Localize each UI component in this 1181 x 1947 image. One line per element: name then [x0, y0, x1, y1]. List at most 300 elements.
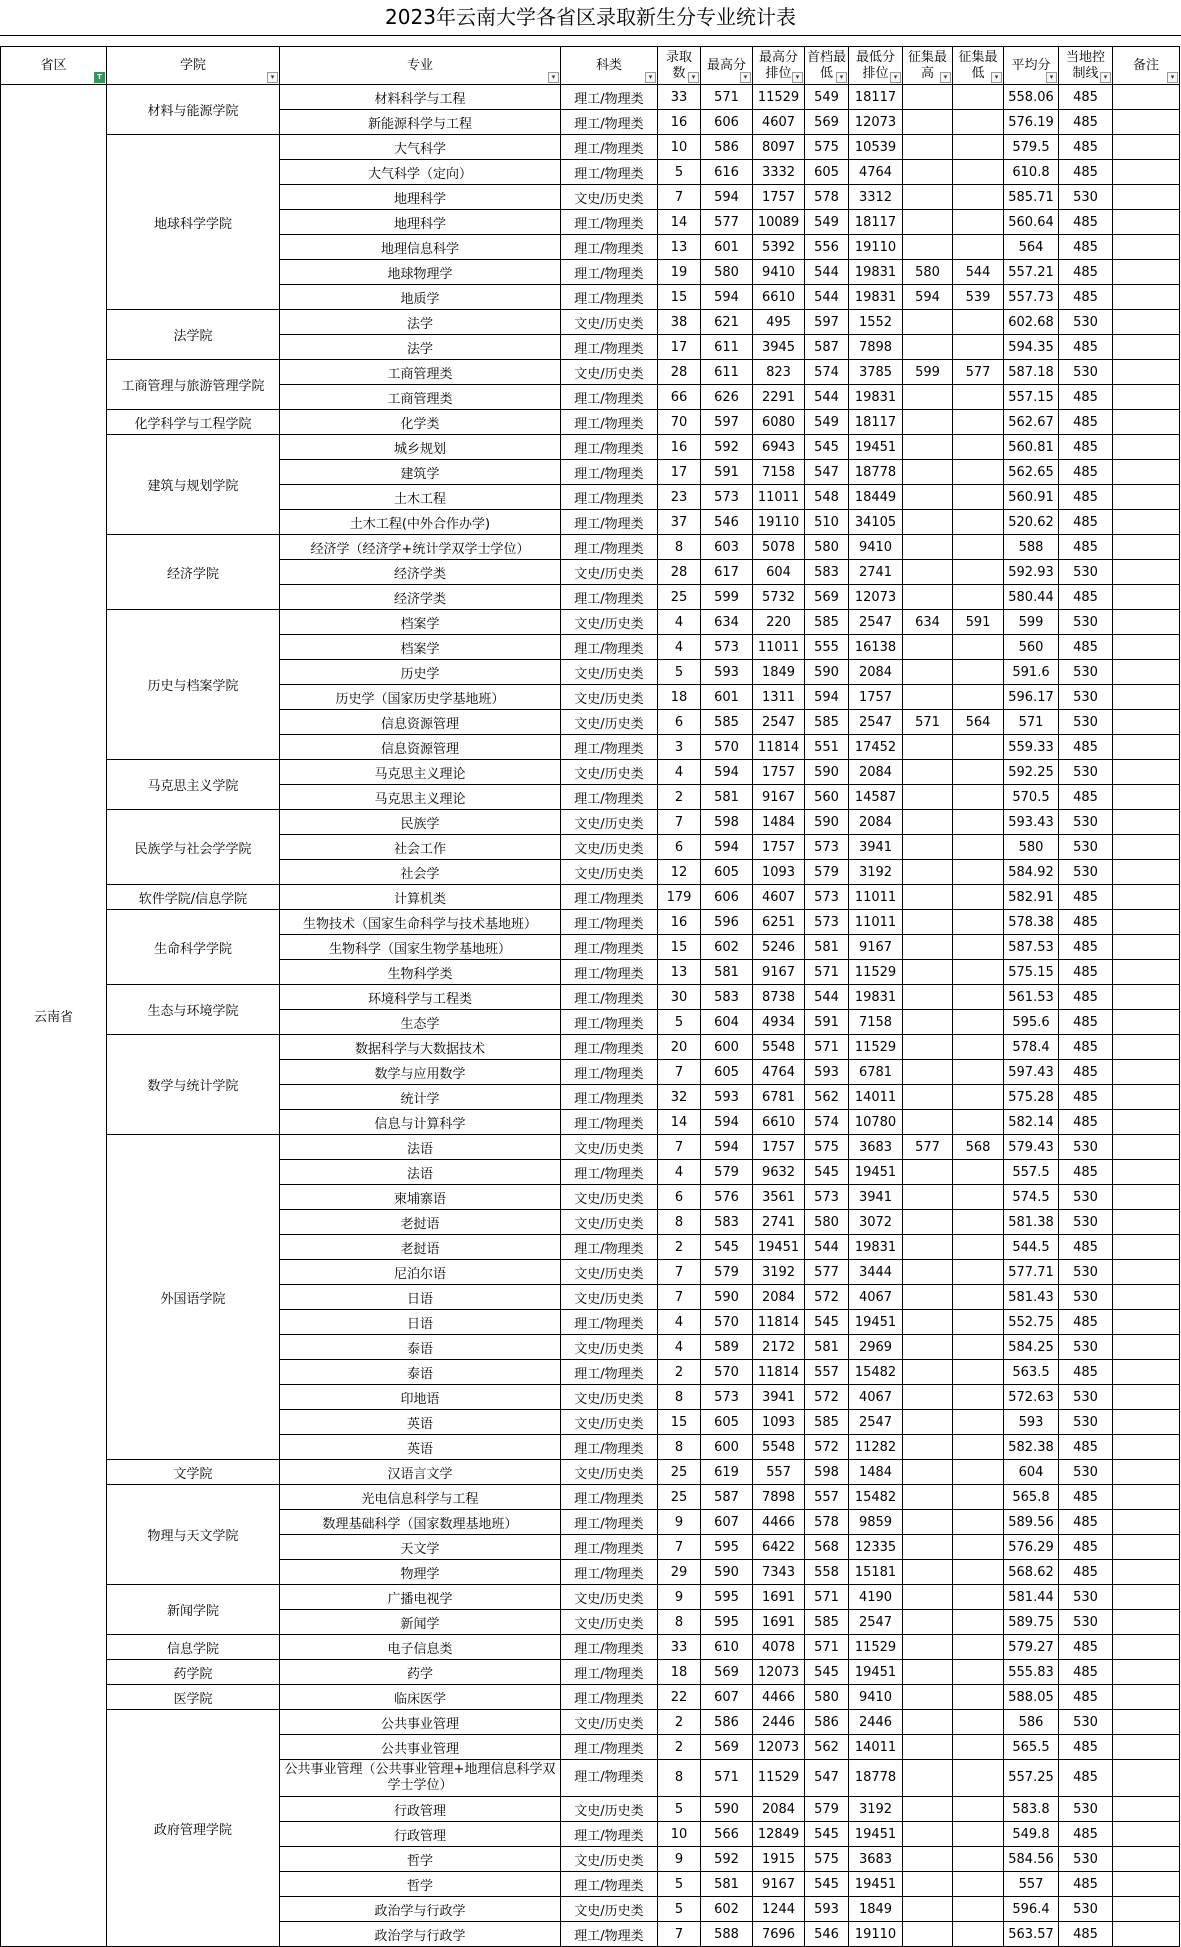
cell-note[interactable]	[1113, 1685, 1180, 1710]
cell-max-rank[interactable]: 1311	[753, 685, 805, 710]
cell-max-rank[interactable]: 5392	[753, 235, 805, 260]
cell-max-rank[interactable]: 4607	[753, 885, 805, 910]
cell-note[interactable]	[1113, 1110, 1180, 1135]
cell-note[interactable]	[1113, 135, 1180, 160]
cell-control[interactable]: 530	[1059, 1460, 1113, 1485]
cell-max-score[interactable]: 587	[701, 1485, 753, 1510]
cell-control[interactable]: 530	[1059, 610, 1113, 635]
cell-college[interactable]: 化学科学与工程学院	[107, 410, 280, 435]
cell-avg[interactable]: 586	[1004, 1710, 1059, 1735]
cell-min-rank[interactable]: 2547	[849, 710, 903, 735]
cell-max-rank[interactable]: 1484	[753, 810, 805, 835]
cell-max-score[interactable]: 546	[701, 510, 753, 535]
cell-first-min[interactable]: 544	[805, 385, 849, 410]
cell-note[interactable]	[1113, 1735, 1180, 1760]
cell-control[interactable]: 485	[1059, 1360, 1113, 1385]
cell-supp-min[interactable]	[953, 1485, 1004, 1510]
cell-category[interactable]: 文史/历史类	[561, 810, 658, 835]
cell-max-score[interactable]: 580	[701, 260, 753, 285]
cell-supp-min[interactable]	[953, 1010, 1004, 1035]
cell-control[interactable]: 530	[1059, 1610, 1113, 1635]
cell-admitted[interactable]: 14	[658, 1110, 701, 1135]
cell-max-score[interactable]: 595	[701, 1535, 753, 1560]
cell-major[interactable]: 化学类	[280, 410, 561, 435]
cell-first-min[interactable]: 605	[805, 160, 849, 185]
cell-first-min[interactable]: 549	[805, 410, 849, 435]
cell-supp-max[interactable]	[903, 1185, 953, 1210]
cell-min-rank[interactable]: 3941	[849, 835, 903, 860]
cell-supp-max[interactable]	[903, 210, 953, 235]
cell-min-rank[interactable]: 4067	[849, 1285, 903, 1310]
cell-supp-max[interactable]	[903, 1210, 953, 1235]
col-header-note[interactable]: 备注 ▾	[1113, 47, 1180, 85]
cell-note[interactable]	[1113, 485, 1180, 510]
cell-category[interactable]: 理工/物理类	[561, 435, 658, 460]
cell-max-rank[interactable]: 4466	[753, 1685, 805, 1710]
cell-max-rank[interactable]: 2741	[753, 1210, 805, 1235]
cell-control[interactable]: 485	[1059, 1685, 1113, 1710]
cell-college[interactable]: 数学与统计学院	[107, 1035, 280, 1135]
cell-min-rank[interactable]: 2547	[849, 1610, 903, 1635]
cell-first-min[interactable]: 580	[805, 1685, 849, 1710]
cell-max-score[interactable]: 610	[701, 1635, 753, 1660]
cell-first-min[interactable]: 573	[805, 910, 849, 935]
cell-max-score[interactable]: 592	[701, 435, 753, 460]
cell-note[interactable]	[1113, 960, 1180, 985]
cell-max-rank[interactable]: 6610	[753, 1110, 805, 1135]
cell-max-rank[interactable]: 5078	[753, 535, 805, 560]
cell-college[interactable]: 医学院	[107, 1685, 280, 1710]
cell-major[interactable]: 日语	[280, 1310, 561, 1335]
cell-supp-min[interactable]	[953, 1160, 1004, 1185]
cell-control[interactable]: 485	[1059, 585, 1113, 610]
cell-admitted[interactable]: 6	[658, 710, 701, 735]
cell-max-score[interactable]: 594	[701, 760, 753, 785]
cell-control[interactable]: 485	[1059, 285, 1113, 310]
cell-admitted[interactable]: 8	[658, 1210, 701, 1235]
cell-avg[interactable]: 572.63	[1004, 1385, 1059, 1410]
cell-min-rank[interactable]: 15181	[849, 1560, 903, 1585]
cell-max-rank[interactable]: 2172	[753, 1335, 805, 1360]
cell-max-rank[interactable]: 9167	[753, 785, 805, 810]
cell-avg[interactable]: 560.91	[1004, 485, 1059, 510]
cell-supp-min[interactable]	[953, 860, 1004, 885]
cell-avg[interactable]: 594.35	[1004, 335, 1059, 360]
cell-college[interactable]: 生态与环境学院	[107, 985, 280, 1035]
cell-note[interactable]	[1113, 1260, 1180, 1285]
cell-note[interactable]	[1113, 85, 1180, 110]
cell-control[interactable]: 485	[1059, 260, 1113, 285]
cell-note[interactable]	[1113, 1872, 1180, 1897]
cell-category[interactable]: 文史/历史类	[561, 1410, 658, 1435]
cell-note[interactable]	[1113, 635, 1180, 660]
cell-avg[interactable]: 558.06	[1004, 85, 1059, 110]
cell-note[interactable]	[1113, 1760, 1180, 1797]
cell-major[interactable]: 地理科学	[280, 210, 561, 235]
cell-supp-max[interactable]	[903, 335, 953, 360]
cell-max-rank[interactable]: 557	[753, 1460, 805, 1485]
cell-major[interactable]: 新闻学	[280, 1610, 561, 1635]
cell-max-rank[interactable]: 4934	[753, 1010, 805, 1035]
cell-supp-max[interactable]: 571	[903, 710, 953, 735]
cell-max-rank[interactable]: 1093	[753, 1410, 805, 1435]
cell-supp-min[interactable]	[953, 960, 1004, 985]
cell-min-rank[interactable]: 18778	[849, 1760, 903, 1797]
cell-note[interactable]	[1113, 660, 1180, 685]
cell-admitted[interactable]: 7	[658, 1060, 701, 1085]
cell-supp-max[interactable]: 594	[903, 285, 953, 310]
cell-first-min[interactable]: 568	[805, 1535, 849, 1560]
cell-min-rank[interactable]: 34105	[849, 510, 903, 535]
cell-major[interactable]: 政治学与行政学	[280, 1897, 561, 1922]
cell-control[interactable]: 485	[1059, 1660, 1113, 1685]
cell-category[interactable]: 文史/历史类	[561, 685, 658, 710]
cell-college[interactable]: 地球科学学院	[107, 135, 280, 310]
cell-min-rank[interactable]: 2446	[849, 1710, 903, 1735]
cell-supp-max[interactable]	[903, 1260, 953, 1285]
cell-first-min[interactable]: 585	[805, 710, 849, 735]
filter-dropdown-icon[interactable]: ▾	[548, 72, 559, 83]
cell-admitted[interactable]: 5	[658, 660, 701, 685]
cell-supp-min[interactable]	[953, 1110, 1004, 1135]
cell-max-score[interactable]: 616	[701, 160, 753, 185]
cell-max-score[interactable]: 594	[701, 1135, 753, 1160]
cell-supp-max[interactable]	[903, 1035, 953, 1060]
cell-supp-min[interactable]	[953, 235, 1004, 260]
cell-first-min[interactable]: 573	[805, 885, 849, 910]
cell-category[interactable]: 理工/物理类	[561, 1060, 658, 1085]
cell-max-score[interactable]: 606	[701, 885, 753, 910]
cell-first-min[interactable]: 572	[805, 1435, 849, 1460]
cell-major[interactable]: 柬埔寨语	[280, 1185, 561, 1210]
cell-category[interactable]: 文史/历史类	[561, 310, 658, 335]
cell-max-rank[interactable]: 11011	[753, 635, 805, 660]
cell-category[interactable]: 理工/物理类	[561, 635, 658, 660]
cell-major[interactable]: 英语	[280, 1435, 561, 1460]
cell-college[interactable]: 民族学与社会学学院	[107, 810, 280, 885]
cell-control[interactable]: 485	[1059, 160, 1113, 185]
col-header-province[interactable]: 省区 T	[1, 47, 107, 85]
cell-admitted[interactable]: 18	[658, 1660, 701, 1685]
cell-college[interactable]: 物理与天文学院	[107, 1485, 280, 1585]
cell-category[interactable]: 理工/物理类	[561, 1310, 658, 1335]
filter-dropdown-icon[interactable]: ▾	[836, 72, 847, 83]
cell-max-rank[interactable]: 604	[753, 560, 805, 585]
filter-dropdown-icon[interactable]: ▾	[991, 72, 1002, 83]
cell-college[interactable]: 药学院	[107, 1660, 280, 1685]
cell-category[interactable]: 文史/历史类	[561, 1610, 658, 1635]
cell-control[interactable]: 530	[1059, 1335, 1113, 1360]
cell-major[interactable]: 公共事业管理	[280, 1710, 561, 1735]
cell-max-rank[interactable]: 11814	[753, 735, 805, 760]
cell-major[interactable]: 信息与计算科学	[280, 1110, 561, 1135]
cell-category[interactable]: 理工/物理类	[561, 1510, 658, 1535]
cell-admitted[interactable]: 5	[658, 160, 701, 185]
cell-first-min[interactable]: 587	[805, 335, 849, 360]
cell-college[interactable]: 经济学院	[107, 535, 280, 610]
cell-supp-max[interactable]	[903, 785, 953, 810]
cell-min-rank[interactable]: 3192	[849, 1797, 903, 1822]
cell-admitted[interactable]: 4	[658, 1160, 701, 1185]
cell-max-score[interactable]: 581	[701, 785, 753, 810]
cell-min-rank[interactable]: 9167	[849, 935, 903, 960]
cell-avg[interactable]: 589.75	[1004, 1610, 1059, 1635]
cell-first-min[interactable]: 573	[805, 835, 849, 860]
cell-admitted[interactable]: 16	[658, 110, 701, 135]
cell-supp-min[interactable]	[953, 560, 1004, 585]
cell-category[interactable]: 文史/历史类	[561, 760, 658, 785]
cell-major[interactable]: 城乡规划	[280, 435, 561, 460]
filter-dropdown-icon[interactable]: ▾	[792, 72, 803, 83]
filter-dropdown-icon[interactable]: ▾	[645, 72, 656, 83]
cell-avg[interactable]: 557.73	[1004, 285, 1059, 310]
cell-category[interactable]: 理工/物理类	[561, 1735, 658, 1760]
cell-supp-min[interactable]	[953, 310, 1004, 335]
cell-max-rank[interactable]: 9167	[753, 960, 805, 985]
cell-avg[interactable]: 596.4	[1004, 1897, 1059, 1922]
cell-control[interactable]: 530	[1059, 1797, 1113, 1822]
cell-min-rank[interactable]: 19451	[849, 1310, 903, 1335]
cell-admitted[interactable]: 17	[658, 335, 701, 360]
cell-category[interactable]: 理工/物理类	[561, 1660, 658, 1685]
cell-max-score[interactable]: 590	[701, 1797, 753, 1822]
cell-supp-min[interactable]	[953, 1260, 1004, 1285]
cell-max-score[interactable]: 621	[701, 310, 753, 335]
cell-major[interactable]: 生物技术（国家生命科学与技术基地班）	[280, 910, 561, 935]
cell-max-rank[interactable]: 12849	[753, 1822, 805, 1847]
cell-supp-max[interactable]	[903, 735, 953, 760]
cell-category[interactable]: 文史/历史类	[561, 360, 658, 385]
cell-avg[interactable]: 587.53	[1004, 935, 1059, 960]
cell-max-score[interactable]: 593	[701, 660, 753, 685]
cell-admitted[interactable]: 16	[658, 910, 701, 935]
cell-control[interactable]: 485	[1059, 1310, 1113, 1335]
cell-supp-max[interactable]	[903, 1585, 953, 1610]
cell-supp-min[interactable]: 577	[953, 360, 1004, 385]
cell-admitted[interactable]: 4	[658, 610, 701, 635]
cell-min-rank[interactable]: 12335	[849, 1535, 903, 1560]
cell-note[interactable]	[1113, 1310, 1180, 1335]
cell-control[interactable]: 485	[1059, 335, 1113, 360]
cell-min-rank[interactable]: 19451	[849, 1822, 903, 1847]
cell-supp-max[interactable]	[903, 1285, 953, 1310]
cell-max-score[interactable]: 579	[701, 1160, 753, 1185]
cell-admitted[interactable]: 17	[658, 460, 701, 485]
cell-avg[interactable]: 561.53	[1004, 985, 1059, 1010]
cell-admitted[interactable]: 5	[658, 1897, 701, 1922]
cell-first-min[interactable]: 593	[805, 1060, 849, 1085]
cell-note[interactable]	[1113, 1035, 1180, 1060]
cell-max-score[interactable]: 566	[701, 1822, 753, 1847]
cell-avg[interactable]: 560.64	[1004, 210, 1059, 235]
cell-supp-max[interactable]	[903, 1685, 953, 1710]
cell-major[interactable]: 地理信息科学	[280, 235, 561, 260]
cell-max-rank[interactable]: 3561	[753, 1185, 805, 1210]
cell-supp-min[interactable]	[953, 1510, 1004, 1535]
cell-max-score[interactable]: 603	[701, 535, 753, 560]
cell-avg[interactable]: 559.33	[1004, 735, 1059, 760]
cell-max-rank[interactable]: 6781	[753, 1085, 805, 1110]
cell-control[interactable]: 485	[1059, 635, 1113, 660]
cell-min-rank[interactable]: 17452	[849, 735, 903, 760]
cell-category[interactable]: 文史/历史类	[561, 1185, 658, 1210]
cell-control[interactable]: 485	[1059, 485, 1113, 510]
cell-min-rank[interactable]: 19831	[849, 1235, 903, 1260]
cell-college[interactable]: 材料与能源学院	[107, 85, 280, 135]
cell-major[interactable]: 档案学	[280, 635, 561, 660]
cell-admitted[interactable]: 32	[658, 1085, 701, 1110]
cell-max-score[interactable]: 601	[701, 685, 753, 710]
cell-category[interactable]: 理工/物理类	[561, 1560, 658, 1585]
cell-control[interactable]: 485	[1059, 960, 1113, 985]
cell-first-min[interactable]: 580	[805, 1210, 849, 1235]
cell-college[interactable]: 历史与档案学院	[107, 610, 280, 760]
cell-max-score[interactable]: 586	[701, 1710, 753, 1735]
cell-min-rank[interactable]: 6781	[849, 1060, 903, 1085]
cell-control[interactable]: 530	[1059, 760, 1113, 785]
cell-max-rank[interactable]: 5246	[753, 935, 805, 960]
cell-category[interactable]: 理工/物理类	[561, 110, 658, 135]
cell-admitted[interactable]: 7	[658, 810, 701, 835]
cell-avg[interactable]: 580.44	[1004, 585, 1059, 610]
filter-dropdown-icon[interactable]: ▾	[688, 72, 699, 83]
cell-max-score[interactable]: 576	[701, 1185, 753, 1210]
cell-supp-max[interactable]	[903, 535, 953, 560]
cell-first-min[interactable]: 544	[805, 285, 849, 310]
cell-major[interactable]: 地理科学	[280, 185, 561, 210]
cell-major[interactable]: 环境科学与工程类	[280, 985, 561, 1010]
cell-college[interactable]: 外国语学院	[107, 1135, 280, 1460]
cell-admitted[interactable]: 9	[658, 1585, 701, 1610]
cell-supp-min[interactable]	[953, 985, 1004, 1010]
cell-note[interactable]	[1113, 1185, 1180, 1210]
cell-first-min[interactable]: 585	[805, 1410, 849, 1435]
cell-note[interactable]	[1113, 1360, 1180, 1385]
cell-first-min[interactable]: 581	[805, 935, 849, 960]
cell-college[interactable]: 信息学院	[107, 1635, 280, 1660]
cell-supp-min[interactable]: 564	[953, 710, 1004, 735]
cell-supp-max[interactable]	[903, 810, 953, 835]
cell-max-rank[interactable]: 4466	[753, 1510, 805, 1535]
filter-dropdown-icon[interactable]: ▾	[740, 72, 751, 83]
cell-avg[interactable]: 582.38	[1004, 1435, 1059, 1460]
cell-supp-max[interactable]: 580	[903, 260, 953, 285]
cell-max-rank[interactable]: 495	[753, 310, 805, 335]
cell-avg[interactable]: 580	[1004, 835, 1059, 860]
cell-first-min[interactable]: 585	[805, 1610, 849, 1635]
cell-category[interactable]: 理工/物理类	[561, 385, 658, 410]
cell-note[interactable]	[1113, 1285, 1180, 1310]
cell-major[interactable]: 统计学	[280, 1085, 561, 1110]
cell-max-score[interactable]: 598	[701, 810, 753, 835]
cell-supp-min[interactable]	[953, 1435, 1004, 1460]
cell-supp-min[interactable]	[953, 1610, 1004, 1635]
cell-admitted[interactable]: 18	[658, 685, 701, 710]
cell-max-score[interactable]: 594	[701, 835, 753, 860]
cell-max-score[interactable]: 571	[701, 85, 753, 110]
cell-supp-max[interactable]	[903, 960, 953, 985]
cell-admitted[interactable]: 7	[658, 1260, 701, 1285]
cell-note[interactable]	[1113, 360, 1180, 385]
cell-min-rank[interactable]: 19451	[849, 1872, 903, 1897]
cell-control[interactable]: 485	[1059, 1760, 1113, 1797]
cell-category[interactable]: 文史/历史类	[561, 1385, 658, 1410]
cell-max-rank[interactable]: 2084	[753, 1285, 805, 1310]
cell-category[interactable]: 文史/历史类	[561, 610, 658, 635]
cell-first-min[interactable]: 551	[805, 735, 849, 760]
cell-note[interactable]	[1113, 885, 1180, 910]
cell-max-rank[interactable]: 3945	[753, 335, 805, 360]
cell-admitted[interactable]: 29	[658, 1560, 701, 1585]
cell-supp-max[interactable]	[903, 1735, 953, 1760]
cell-supp-max[interactable]	[903, 935, 953, 960]
cell-supp-max[interactable]: 577	[903, 1135, 953, 1160]
cell-first-min[interactable]: 569	[805, 585, 849, 610]
cell-min-rank[interactable]: 11282	[849, 1435, 903, 1460]
cell-admitted[interactable]: 7	[658, 185, 701, 210]
cell-control[interactable]: 485	[1059, 1060, 1113, 1085]
cell-note[interactable]	[1113, 935, 1180, 960]
cell-first-min[interactable]: 549	[805, 210, 849, 235]
cell-category[interactable]: 理工/物理类	[561, 460, 658, 485]
cell-max-rank[interactable]: 8738	[753, 985, 805, 1010]
cell-max-rank[interactable]: 3941	[753, 1385, 805, 1410]
cell-first-min[interactable]: 556	[805, 235, 849, 260]
cell-supp-min[interactable]	[953, 1310, 1004, 1335]
cell-first-min[interactable]: 545	[805, 1872, 849, 1897]
cell-category[interactable]: 文史/历史类	[561, 1797, 658, 1822]
cell-supp-min[interactable]	[953, 635, 1004, 660]
cell-note[interactable]	[1113, 1510, 1180, 1535]
cell-major[interactable]: 经济学类	[280, 585, 561, 610]
cell-supp-max[interactable]	[903, 1710, 953, 1735]
cell-avg[interactable]: 581.43	[1004, 1285, 1059, 1310]
cell-first-min[interactable]: 574	[805, 1110, 849, 1135]
cell-supp-min[interactable]	[953, 1410, 1004, 1435]
cell-control[interactable]: 485	[1059, 410, 1113, 435]
cell-max-rank[interactable]: 9167	[753, 1872, 805, 1897]
cell-first-min[interactable]: 593	[805, 1897, 849, 1922]
cell-first-min[interactable]: 545	[805, 1660, 849, 1685]
cell-max-score[interactable]: 626	[701, 385, 753, 410]
cell-avg[interactable]: 555.83	[1004, 1660, 1059, 1685]
cell-control[interactable]: 485	[1059, 460, 1113, 485]
cell-admitted[interactable]: 6	[658, 835, 701, 860]
cell-max-rank[interactable]: 9632	[753, 1160, 805, 1185]
cell-max-rank[interactable]: 1915	[753, 1847, 805, 1872]
cell-min-rank[interactable]: 2084	[849, 760, 903, 785]
cell-category[interactable]: 理工/物理类	[561, 1635, 658, 1660]
cell-note[interactable]	[1113, 110, 1180, 135]
cell-major[interactable]: 新能源科学与工程	[280, 110, 561, 135]
cell-max-score[interactable]: 590	[701, 1560, 753, 1585]
cell-min-rank[interactable]: 2547	[849, 610, 903, 635]
cell-supp-min[interactable]	[953, 1797, 1004, 1822]
cell-control[interactable]: 530	[1059, 185, 1113, 210]
cell-admitted[interactable]: 25	[658, 1485, 701, 1510]
cell-admitted[interactable]: 7	[658, 1135, 701, 1160]
cell-admitted[interactable]: 179	[658, 885, 701, 910]
cell-max-score[interactable]: 586	[701, 135, 753, 160]
cell-control[interactable]: 530	[1059, 835, 1113, 860]
cell-min-rank[interactable]: 7898	[849, 335, 903, 360]
cell-max-rank[interactable]: 7158	[753, 460, 805, 485]
cell-control[interactable]: 485	[1059, 1010, 1113, 1035]
cell-supp-max[interactable]	[903, 410, 953, 435]
cell-major[interactable]: 泰语	[280, 1360, 561, 1385]
cell-min-rank[interactable]: 18117	[849, 85, 903, 110]
cell-major[interactable]: 信息资源管理	[280, 710, 561, 735]
